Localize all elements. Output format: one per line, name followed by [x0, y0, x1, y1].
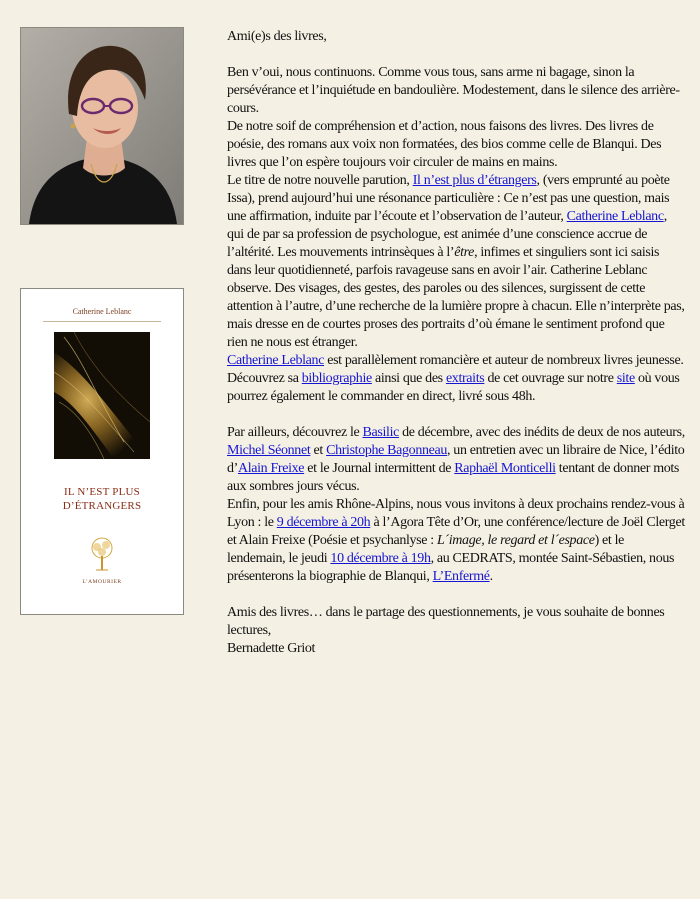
text: Par ailleurs, découvrez le [227, 425, 363, 440]
text: , (vers emprunté au poète Issa), prend aujourd’hui une résonance particulière : Ce n’est pas une question, mais une affirmation, induite par l’écoute et l’observation de l’auteur, [227, 173, 670, 224]
link-raphael-monticelli[interactable]: Raphaël Monticelli [454, 461, 556, 476]
tree-logo-icon [88, 536, 116, 572]
text: tentant de donner mots aux sombres jours vécus. [227, 461, 680, 494]
text: , infimes et singuliers sont ici saisis dans leur quotidienneté, parfois ravageuse sans en avoir l’air. Catherine Leblanc observe. Des visages, des gestes, des paroles ou des silences, surgissent de cette attention à l’autre, d’une recherche de la lumière propre à chacun. Elle n’interprète pas, mais dresse en de courtes proses des portraits d’où émane le sentiment profond que rien ne nous est étranger. [227, 245, 685, 350]
text: , un entretien avec un libraire de Nice, l’édito d’ [227, 443, 685, 476]
text: Le titre de notre nouvelle parution, [227, 173, 413, 188]
book-cover-author: Catherine Leblanc [72, 307, 132, 316]
closing: Amis des livres… dans le partage des questionnements, je vous souhaite de bonnes lectures, [227, 605, 665, 638]
text: à l’Agora Tête d’Or, une conférence/lecture de Joël Clerget et Alain Freixe (Poésie et psychanlyse : [227, 515, 685, 548]
book-cover-title [21, 485, 183, 513]
text: . [489, 569, 493, 584]
text: et [310, 443, 327, 458]
book-cover-title-line1: IL N’EST PLUS [64, 486, 140, 498]
signature: Bernadette Griot [227, 641, 316, 656]
paragraph-new-release [227, 172, 685, 352]
book-cover-rule [43, 321, 161, 322]
link-catherine-leblanc[interactable]: Catherine Leblanc [227, 353, 325, 368]
text: où vous pourrez également le commander en direct, livré sous 48h. [227, 371, 680, 404]
emphasis-conference-title: L´image, le regard et l´espace [437, 533, 595, 548]
book-cover-title-line2: D’ÉTRANGERS [62, 500, 142, 512]
link-site[interactable]: site [616, 371, 635, 386]
book-cover-publisher: L’AMOURIER [82, 579, 122, 585]
text: ) et le lendemain, le jeudi [227, 533, 625, 566]
paragraph-author-info [227, 352, 685, 406]
paragraph-basilic [227, 424, 685, 496]
link-event-9-decembre[interactable]: 9 décembre à 20h [276, 515, 371, 530]
text: et le Journal intermittent de [304, 461, 455, 476]
book-cover[interactable] [20, 288, 184, 615]
spacer [227, 46, 685, 64]
left-column [0, 0, 200, 899]
link-event-10-decembre[interactable]: 10 décembre à 19h [330, 551, 431, 566]
text: Enfin, pour les amis Rhône-Alpins, nous vous invitons à deux prochains rendez-vous à Lyon : le [227, 497, 685, 530]
text: de décembre, avec des inédits de deux de nos auteurs, [398, 425, 685, 440]
link-christophe-bagonneau[interactable]: Christophe Bagonneau [326, 443, 447, 458]
spacer [227, 586, 685, 604]
text: de cet ouvrage sur notre [484, 371, 617, 386]
paragraph-events [227, 496, 685, 586]
book-cover-artwork [54, 332, 150, 459]
text: , qui de par sa profession de psychologue, est animée d’une conscience accrue de l’altérité. Les mouvements intrinsèques à l’ [227, 209, 667, 260]
link-extraits[interactable]: extraits [445, 371, 485, 386]
text: est parallèlement romancière et auteur de nombreux livres jeunesse. Découvrez sa [227, 353, 684, 386]
link-basilic[interactable]: Basilic [362, 425, 399, 440]
paragraph-books: De notre soif de compréhension et d’action, nous faisons des livres. Des livres de poésie, des romans aux voix non formatées, des bios comme celle de Blanqui. Des livres que l’on espère toujours voir circuler de mains en mains. [227, 119, 662, 170]
paragraph-intro: Ben v’oui, nous continuons. Comme vous tous, sans arme ni bagage, sinon la persévérance et l’inquiétude en bandoulière. Modestement, dans le silence des arrière-cours. [227, 65, 680, 116]
link-l-enferme[interactable]: L’Enfermé [432, 569, 490, 584]
letter-body [227, 28, 685, 658]
greeting: Ami(e)s des livres, [227, 29, 327, 44]
link-alain-freixe[interactable]: Alain Freixe [237, 461, 305, 476]
link-author-catherine-leblanc[interactable]: Catherine Leblanc [566, 209, 664, 224]
link-book-title[interactable]: Il n’est plus d’étrangers [412, 173, 537, 188]
link-bibliographie[interactable]: bibliographie [301, 371, 372, 386]
spacer [227, 406, 685, 424]
emphasis-etre: être [454, 245, 475, 260]
text: ainsi que des [371, 371, 446, 386]
text: , au CEDRATS, montée Saint-Sébastien, nous présenterons la biographie de Blanqui, [227, 551, 675, 584]
link-michel-seonnet[interactable]: Michel Séonnet [227, 443, 311, 458]
author-photo [20, 27, 184, 225]
